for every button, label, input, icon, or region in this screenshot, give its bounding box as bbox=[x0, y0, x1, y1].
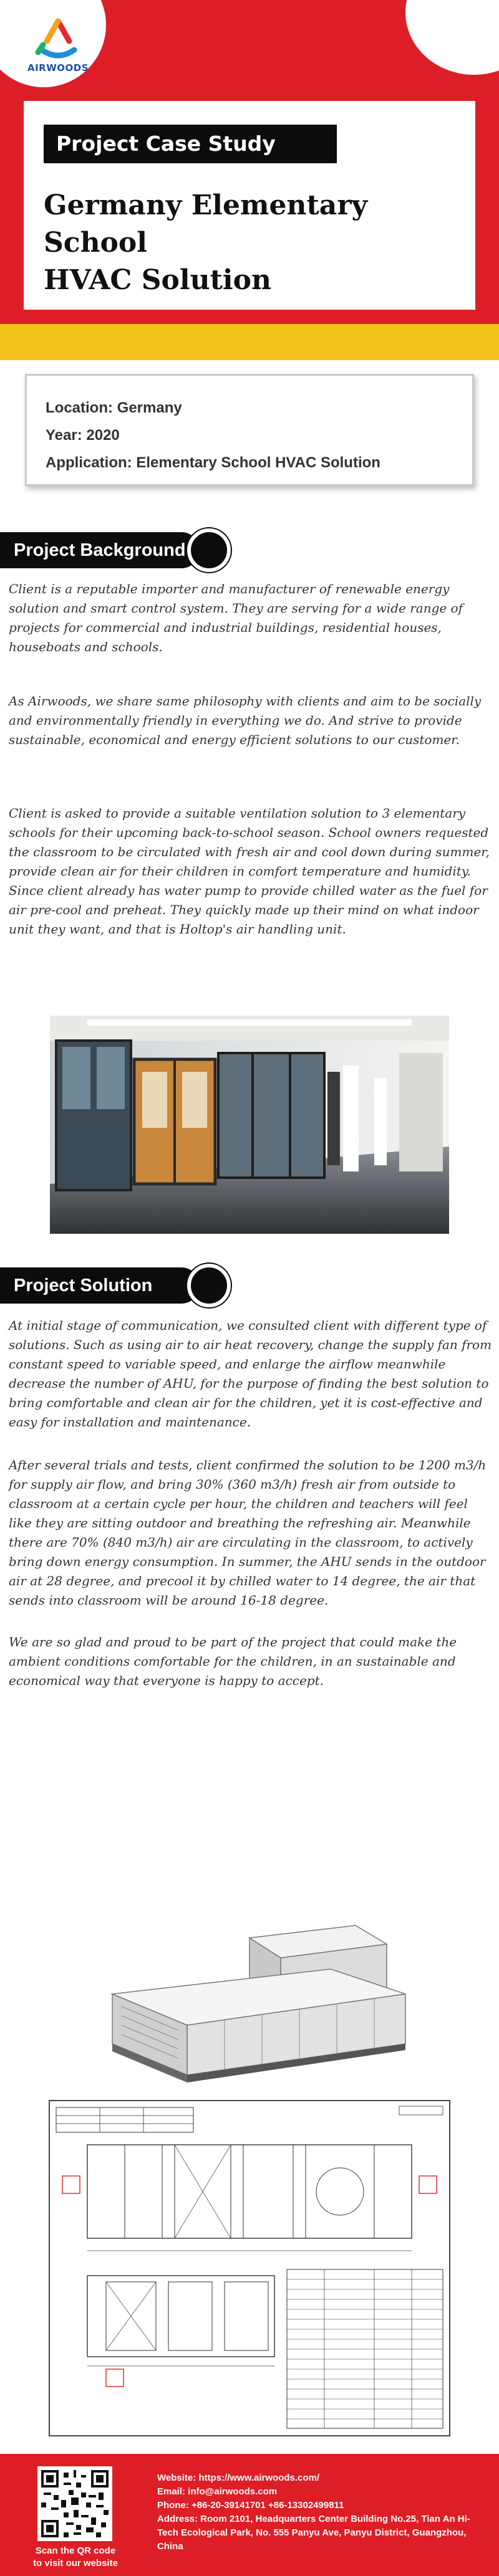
airwoods-logo-icon bbox=[33, 17, 83, 61]
case-study-label: Project Case Study bbox=[44, 125, 337, 163]
technical-drawing bbox=[49, 2100, 450, 2436]
heading-label: Project Background bbox=[14, 540, 186, 560]
page-footer bbox=[0, 2454, 499, 2576]
solution-paragraph-3: We are so glad and proud to be part of the project that could make the ambient conditions comfortable for the children, in an sustainable and economical way that everyone is happy to accept. bbox=[9, 1634, 457, 1688]
background-paragraph-3: Client is asked to provide a suitable ventilation solution to 3 elementary schools for their upcoming back-to-school season. School owners requested the classroom to be circulated with fresh air and cool down during summer, provide clean air for their children in comfort temperature and humidity. Since client already has water pump to provide chilled water as the fuel for air pre-cool and preheat. They quickly made up their mind on what indoor unit they want, and that is Holtop's air handling unit. bbox=[9, 806, 490, 937]
solution-paragraph-1: At initial stage of communication, we consulted client with different type of solutions. Such as using air to air heat recovery, change the supply fan from constant speed to variable speed, and enlarge the airflow meanwhile decrease the number of AHU, for the purpose of finding the best solution to bring comfortable and clean air for the children, yet it is cost-effective and easy for installation and maintenance. bbox=[9, 1318, 492, 1429]
title-line-2: HVAC Solution bbox=[44, 264, 271, 296]
heading-ring bbox=[187, 528, 231, 572]
logo-text: AIRWOODS bbox=[27, 62, 89, 74]
hero-section bbox=[0, 0, 499, 360]
background-paragraph-2: As Airwoods, we share same philosophy with clients and aim to be socially and environmentally friendly in everything we do. And strive to provide sustainable, economical and energy efficient solutions to our customer. bbox=[9, 694, 482, 747]
air-handling-unit-image bbox=[94, 1919, 418, 2094]
solution-paragraph-2: After several trials and tests, client confirmed the solution to be 1200 m3/h for supply air flow, and bring 30% (360 m3/h) fresh air from outside to classroom at a certain cycle per hour, the children and teachers will feel like they are sitting outdoor and breathing the refreshing air. Meanwhile there are 70% (840 m3/h) air are circulating in the classroom, to actively bring down energy consumption. In summer, the AHU sends in the outdoor air at 28 degree, and precool it by chilled water to 14 degree, the air that sends into classroom will be around 16-18 degree. bbox=[9, 1457, 487, 1608]
qr-code-icon bbox=[41, 2470, 109, 2537]
footer-phone: Phone: +86-20-39141701 +86-13302499811 bbox=[157, 2500, 344, 2511]
qr-caption-line-1: Scan the QR code bbox=[35, 2545, 116, 2556]
section-heading-background bbox=[0, 528, 237, 572]
info-year: Year: 2020 bbox=[46, 427, 120, 444]
title-line-1: Germany Elementary School bbox=[44, 189, 368, 259]
airwoods-logo[interactable] bbox=[24, 17, 92, 86]
qr-code[interactable] bbox=[37, 2466, 112, 2541]
project-info-box bbox=[25, 374, 474, 486]
info-application: Application: Elementary School HVAC Solution bbox=[46, 454, 380, 471]
heading-ring bbox=[187, 1264, 231, 1307]
qr-caption-line-2: to visit our website bbox=[33, 2558, 118, 2569]
hero-yellow-band bbox=[0, 324, 499, 360]
heading-label: Project Solution bbox=[14, 1276, 153, 1295]
info-location: Location: Germany bbox=[46, 399, 182, 416]
footer-address: Address: Room 2101, Headquarters Center Building No.25, Tian An Hi-Tech Ecological Park, No. 555 Panyu Ave, Panyu District, Guangzhou, China bbox=[157, 2514, 470, 2552]
ahu-schematic bbox=[50, 2101, 449, 2435]
qr-caption bbox=[22, 2545, 128, 2570]
background-paragraph-1: Client is a reputable importer and manufacturer of renewable energy solution and smart control system. They are serving for a wide range of projects for commercial and industrial buildings, residential houses, houseboats and schools. bbox=[9, 581, 463, 654]
corridor-image bbox=[50, 1016, 449, 1234]
page-title bbox=[44, 187, 455, 299]
footer-website-link[interactable]: Website: https://www.airwoods.com/ bbox=[157, 2473, 320, 2483]
footer-email-link[interactable]: Email: info@airwoods.com bbox=[157, 2486, 278, 2497]
school-corridor-photo bbox=[50, 1016, 449, 1234]
section-heading-solution bbox=[0, 1264, 237, 1307]
ahu-illustration bbox=[94, 1919, 418, 2094]
